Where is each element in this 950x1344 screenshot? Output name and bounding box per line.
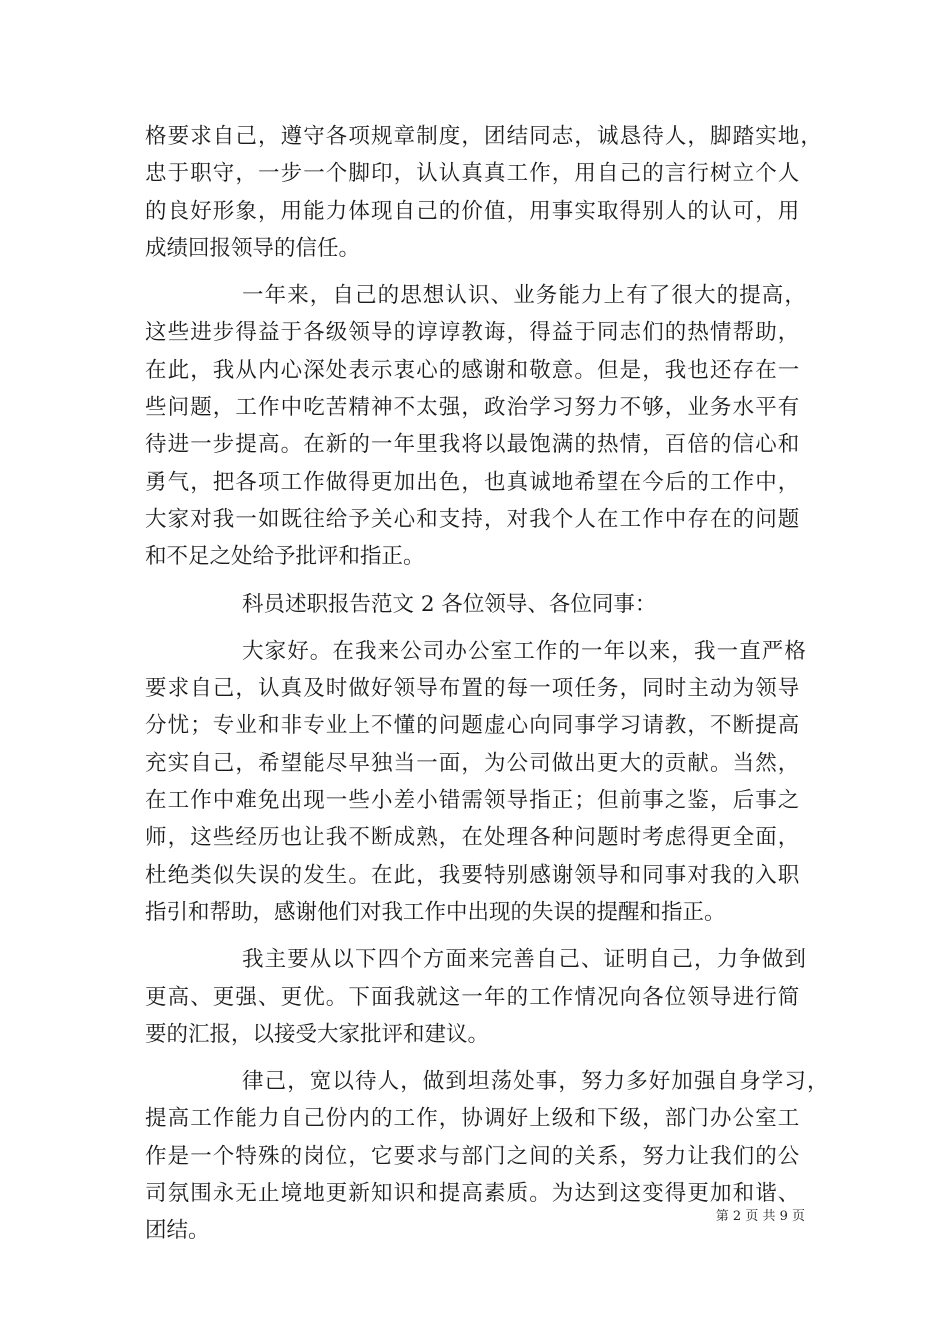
- document-body: [145, 118, 830, 1250]
- text-line: 勇气，把各项工作做得更加出色，也真诚地希望在今后的工作中，: [145, 469, 801, 495]
- text-line: 大家对我一如既往给予关心和支持，对我个人在工作中存在的问题: [145, 506, 801, 532]
- text-line: 分忧；专业和非专业上不懂的问题虚心向同事学习请教，不断提高: [145, 713, 801, 739]
- text-line: 忠于职守，一步一个脚印，认认真真工作，用自己的言行树立个人: [145, 161, 801, 187]
- paragraph-year-summary: [145, 277, 807, 575]
- text-line: 在工作中难免出现一些小差小错需领导指正；但前事之鉴，后事之: [145, 788, 801, 814]
- text-line: 成绩回报领导的信任。: [145, 235, 361, 261]
- text-line: 这些进步得益于各级领导的谆谆教诲，得益于同志们的热情帮助，: [145, 320, 801, 346]
- text-line: 司氛围永无止境地更新知识和提高素质。为达到这变得更加和谐、: [145, 1181, 801, 1207]
- text-line: 和不足之处给予批评和指正。: [145, 544, 425, 570]
- text-line: 一年来，自己的思想认识、业务能力上有了很大的提高，: [242, 283, 808, 309]
- text-line: 充实自己，希望能尽早独当一面，为公司做出更大的贡献。当然，: [145, 750, 801, 776]
- text-line: 在此，我从内心深处表示衷心的感谢和敬意。但是，我也还存在一: [145, 357, 801, 383]
- text-line: 大家好。在我来公司办公室工作的一年以来，我一直严格: [242, 638, 808, 664]
- text-line: 更高、更强、更优。下面我就这一年的工作情况向各位领导进行简: [145, 984, 801, 1010]
- text-line: 作是一个特殊的岗位，它要求与部门之间的关系，努力让我们的公: [145, 1143, 801, 1169]
- text-line: 要求自己，认真及时做好领导布置的每一项任务，同时主动为领导: [145, 676, 801, 702]
- paragraph-greeting: [145, 633, 807, 931]
- report-title-line: 科员述职报告范文 2 各位领导、各位同事：: [242, 591, 657, 617]
- text-line: 团结。: [145, 1218, 210, 1244]
- text-line: 的良好形象，用能力体现自己的价值，用事实取得别人的认可，用: [145, 198, 801, 224]
- text-line: 提高工作能力自己份内的工作，协调好上级和下级，部门办公室工: [145, 1106, 801, 1132]
- text-line: 杜绝类似失误的发生。在此，我要特别感谢领导和同事对我的入职: [145, 862, 801, 888]
- text-line: 待进一步提高。在新的一年里我将以最饱满的热情，百倍的信心和: [145, 432, 801, 458]
- text-line: 我主要从以下四个方面来完善自己、证明自己，力争做到: [242, 947, 808, 973]
- paragraph-continuation: [145, 118, 824, 267]
- page-number: 第 2 页 共 9 页: [715, 1209, 805, 1224]
- text-line: 师，这些经历也让我不断成熟，在处理各种问题时考虑得更全面，: [145, 825, 801, 851]
- text-line: 要的汇报，以接受大家批评和建议。: [145, 1021, 490, 1047]
- text-line: 些问题，工作中吃苦精神不太强，政治学习努力不够，业务水平有: [145, 395, 801, 421]
- paragraph-report-title: [145, 586, 807, 623]
- text-line: 律己，宽以待人，做到坦荡处事，努力多好加强自身学习，: [242, 1069, 830, 1095]
- text-line: 格要求自己，遵守各项规章制度，团结同志，诚恳待人，脚踏实地，: [145, 124, 824, 149]
- text-line: 指引和帮助，感谢他们对我工作中出现的失误的提醒和指正。: [145, 899, 726, 925]
- paragraph-four-aspects: [145, 941, 807, 1053]
